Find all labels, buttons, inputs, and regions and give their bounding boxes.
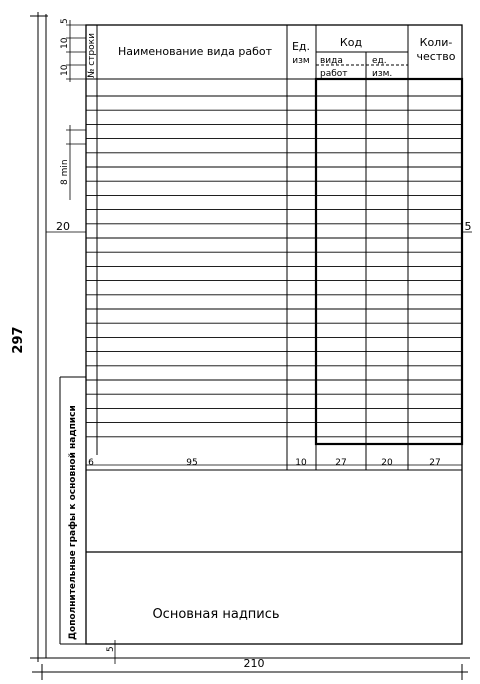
col-row-dim: 6 <box>88 458 94 468</box>
quantity-header-2: чество <box>416 50 456 63</box>
col-qty-dim: 27 <box>429 458 441 468</box>
top-10b-label: 10 <box>60 64 70 76</box>
code-work-header-1: вида <box>320 56 343 66</box>
row-min-label: 8 min <box>60 159 70 185</box>
code-unit-header-1: ед. <box>372 56 387 66</box>
quantity-header-1: Коли- <box>419 36 453 49</box>
col-name-dim: 95 <box>186 458 198 468</box>
work-name-header: Наименование вида работ <box>117 45 273 58</box>
code-unit-header-2: изм. <box>372 69 393 79</box>
bottom-margin-label: 5 <box>106 646 116 652</box>
right-margin-label: 5 <box>464 220 472 233</box>
col-code-work-dim: 27 <box>335 458 347 468</box>
height-total-label: 297 <box>11 326 26 354</box>
unit-header-1: Ед. <box>291 40 311 53</box>
main-frame <box>86 25 462 644</box>
unit-header-2: изм <box>292 56 310 66</box>
row-number-header: № строки <box>87 33 97 78</box>
side-label: Дополнительные графы к основной надписи <box>68 405 78 640</box>
title-block-label: Основная надпись <box>152 607 280 622</box>
code-work-header-2: работ <box>320 69 348 79</box>
width-total-label: 210 <box>243 657 265 670</box>
top-10a-label: 10 <box>60 37 70 49</box>
code-header: Код <box>339 36 363 49</box>
left-margin-label: 20 <box>56 220 70 233</box>
col-unit-dim: 10 <box>295 458 307 468</box>
code-quantity-outline <box>316 79 462 444</box>
top-5-label: 5 <box>60 18 70 24</box>
col-code-unit-dim: 20 <box>381 458 393 468</box>
